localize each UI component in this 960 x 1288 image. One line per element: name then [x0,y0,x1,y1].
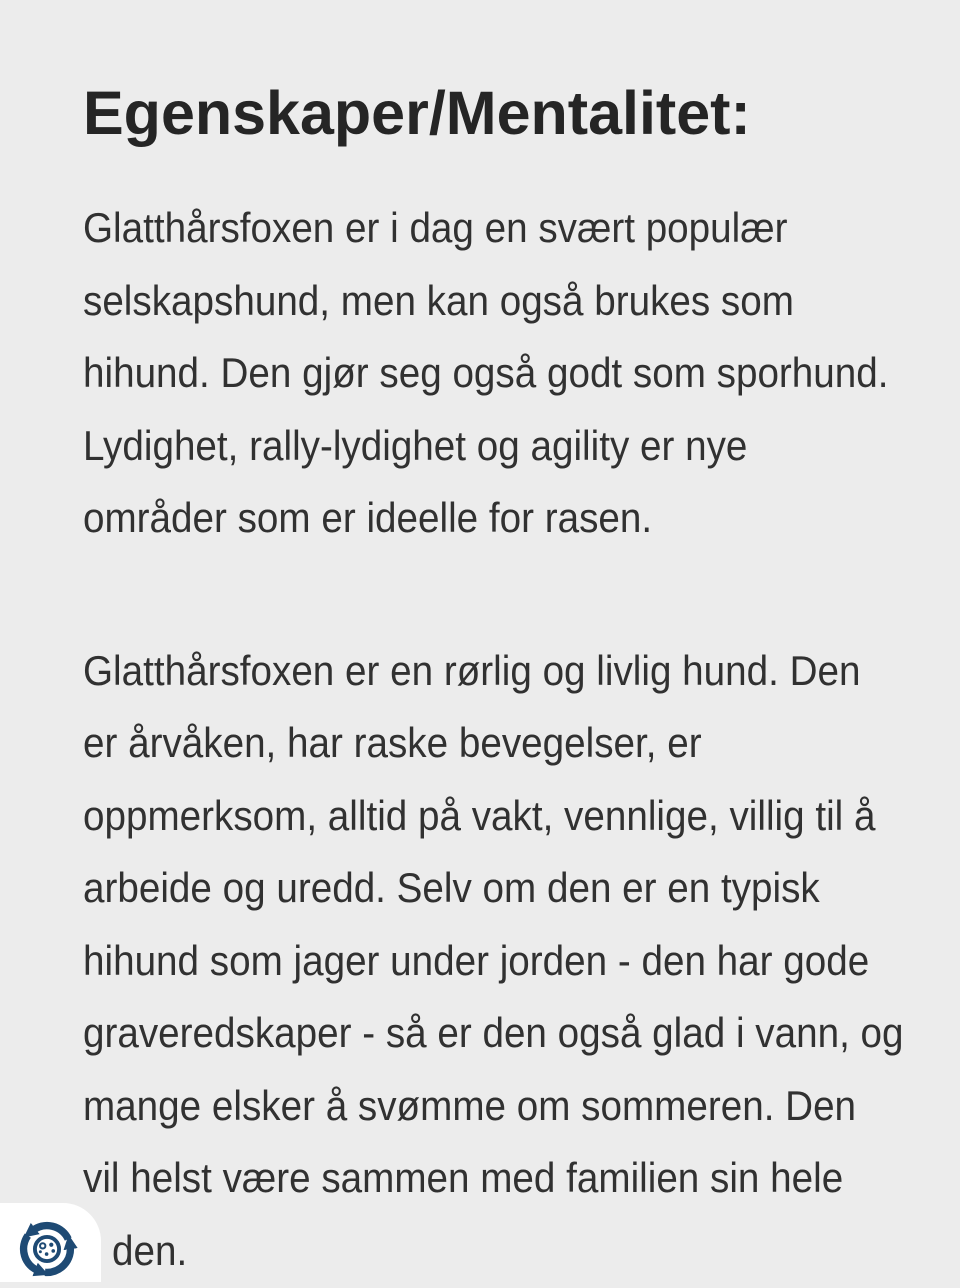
text-line: mange elsker å svømme om sommeren. Den [83,1081,857,1129]
text-line: hihund. Den gjør seg også godt som sporhund. [83,349,889,396]
paragraph-2 [83,635,904,1288]
text-line: Glatthårsfoxen er en rørlig og livlig hund. Den [83,646,861,694]
text-line: den. [112,1226,188,1274]
text-line: arbeide og uredd. Selv om den er en typisk [83,864,820,911]
page-title: Egenskaper/Mentalitet: [83,79,751,147]
text-line: graveredskaper - så er den også glad i vann, og [83,1009,904,1056]
circular-arrows-paw-icon [8,1210,86,1288]
text-line: hihund som jager under jorden - den har gode [83,936,870,984]
article-body [83,192,904,1287]
text-line: oppmerksom, alltid på vakt, vennlige, villig til å [83,791,876,839]
text-line: Lydighet, rally-lydighet og agility er nye [83,421,748,469]
text-line: selskapshund, men kan også brukes som [83,276,794,324]
text-line: områder som er ideelle for rasen. [83,494,653,541]
text-line: Glatthårsfoxen er i dag en svært populær [83,204,788,251]
paragraph-1 [83,192,889,555]
text-line: er årvåken, har raske bevegelser, er [83,719,702,766]
logo-badge[interactable] [0,1203,101,1282]
text-line: vil helst være sammen med familien sin hele [83,1154,844,1201]
